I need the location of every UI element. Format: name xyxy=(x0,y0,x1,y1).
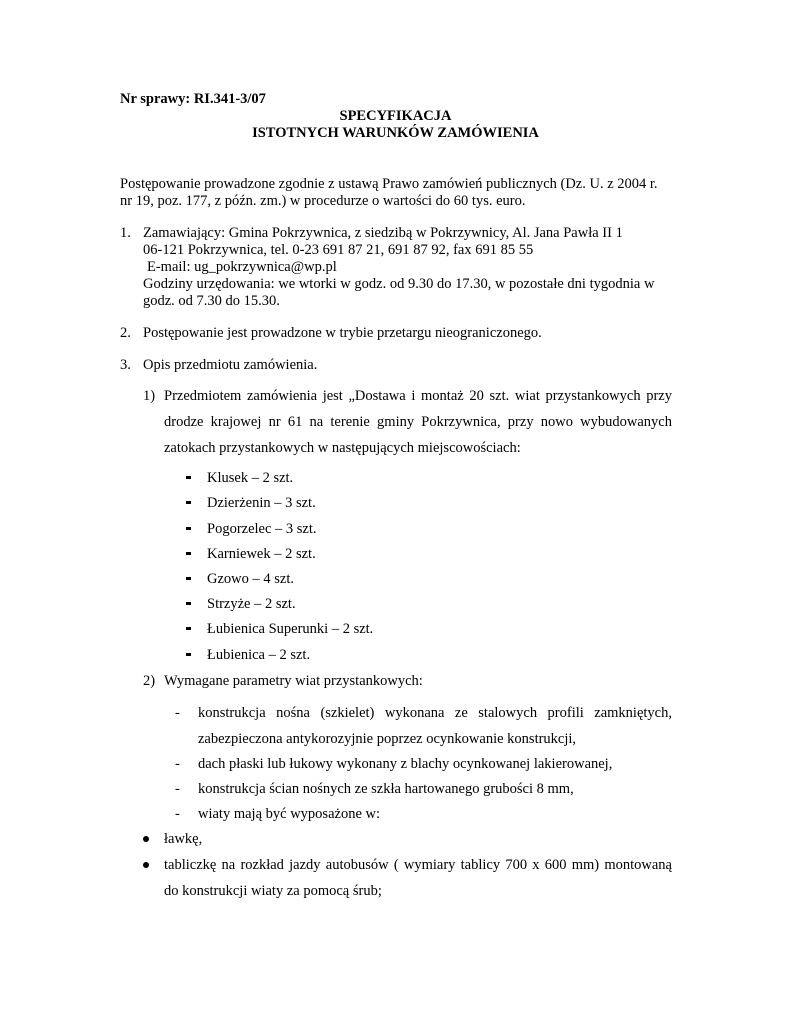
dash-marker: - xyxy=(175,806,180,822)
list-bullet-icon xyxy=(186,627,191,630)
list-bullet-icon xyxy=(186,552,191,555)
param-1-line-1: konstrukcja nośna (szkielet) wykonana ze stalowych profili zamkniętych, xyxy=(198,705,672,721)
item-1-line-3: zatokach przystankowych w następujących miejscowościach: xyxy=(164,440,521,456)
section-1-number: 1. xyxy=(120,225,131,241)
intro-line-1: Postępowanie prowadzone zgodnie z ustawą Prawo zamówień publicznych (Dz. U. z 2004 r. xyxy=(120,176,658,192)
dash-marker: - xyxy=(175,756,180,772)
param-4: wiaty mają być wyposażone w: xyxy=(198,806,381,822)
param-2: dach płaski lub łukowy wykonany z blachy ocynkowanej lakierowanej, xyxy=(198,756,613,772)
param-1-line-2: zabezpieczona antykorozyjnie poprzez ocynkowanie konstrukcji, xyxy=(198,731,577,747)
title-line-2: ISTOTNYCH WARUNKÓW ZAMÓWIENIA xyxy=(252,125,539,141)
section-1-line-5: godz. od 7.30 do 15.30. xyxy=(143,293,280,309)
item-1-line-1: Przedmiotem zamówienia jest „Dostawa i montaż 20 szt. wiat przystankowych przy xyxy=(164,388,672,404)
list-item: Karniewek – 2 szt. xyxy=(207,546,316,562)
dash-marker: - xyxy=(175,705,180,721)
list-bullet-icon xyxy=(186,476,191,479)
equipment-2-line-1: tabliczkę na rozkład jazdy autobusów ( wymiary tablicy 700 x 600 mm) montowaną xyxy=(164,857,672,873)
section-2-text: Postępowanie jest prowadzone w trybie przetargu nieograniczonego. xyxy=(143,325,542,341)
dash-marker: - xyxy=(175,781,180,797)
list-item: Łubienica Superunki – 2 szt. xyxy=(207,621,374,637)
section-3-text: Opis przedmiotu zamówienia. xyxy=(143,357,318,373)
section-3-number: 3. xyxy=(120,357,131,373)
list-item: Strzyże – 2 szt. xyxy=(207,596,296,612)
list-bullet-icon xyxy=(186,577,191,580)
section-1-email: E-mail: ug_pokrzywnica@wp.pl xyxy=(147,259,337,275)
list-item: Łubienica – 2 szt. xyxy=(207,647,311,663)
item-1-number: 1) xyxy=(143,388,156,404)
section-1-line-4: Godziny urzędowania: we wtorki w godz. od 9.30 do 17.30, w pozostałe dni tygodnia w xyxy=(143,276,655,292)
list-bullet-icon xyxy=(186,653,191,656)
list-item: Pogorzelec – 3 szt. xyxy=(207,521,317,537)
param-3: konstrukcja ścian nośnych ze szkła hartowanego grubości 8 mm, xyxy=(198,781,574,797)
item-1-line-2: drodze krajowej nr 61 na terenie gminy Pokrzywnica, przy nowo wybudowanych xyxy=(164,414,672,430)
equipment-1: ławkę, xyxy=(164,831,203,847)
list-bullet-icon xyxy=(186,501,191,504)
intro-line-2: nr 19, poz. 177, z późn. zm.) w procedurze o wartości do 60 tys. euro. xyxy=(120,193,526,209)
list-bullet-icon xyxy=(143,862,149,868)
section-2-number: 2. xyxy=(120,325,131,341)
section-1-line-2: 06-121 Pokrzywnica, tel. 0-23 691 87 21, 691 87 92, fax 691 85 55 xyxy=(143,242,534,258)
list-item: Gzowo – 4 szt. xyxy=(207,571,294,587)
list-bullet-icon xyxy=(186,527,191,530)
equipment-2-line-2: do konstrukcji wiaty za pomocą śrub; xyxy=(164,883,382,899)
section-1-line-1: Zamawiający: Gmina Pokrzywnica, z siedzibą w Pokrzywnicy, Al. Jana Pawła II 1 xyxy=(143,225,623,241)
list-item: Klusek – 2 szt. xyxy=(207,470,294,486)
list-bullet-icon xyxy=(143,836,149,842)
list-item: Dzierżenin – 3 szt. xyxy=(207,495,316,511)
case-number: Nr sprawy: RI.341-3/07 xyxy=(120,91,266,107)
list-bullet-icon xyxy=(186,602,191,605)
item-2-text: Wymagane parametry wiat przystankowych: xyxy=(164,673,423,689)
item-2-number: 2) xyxy=(143,673,156,689)
title-line-1: SPECYFIKACJA xyxy=(339,108,452,124)
